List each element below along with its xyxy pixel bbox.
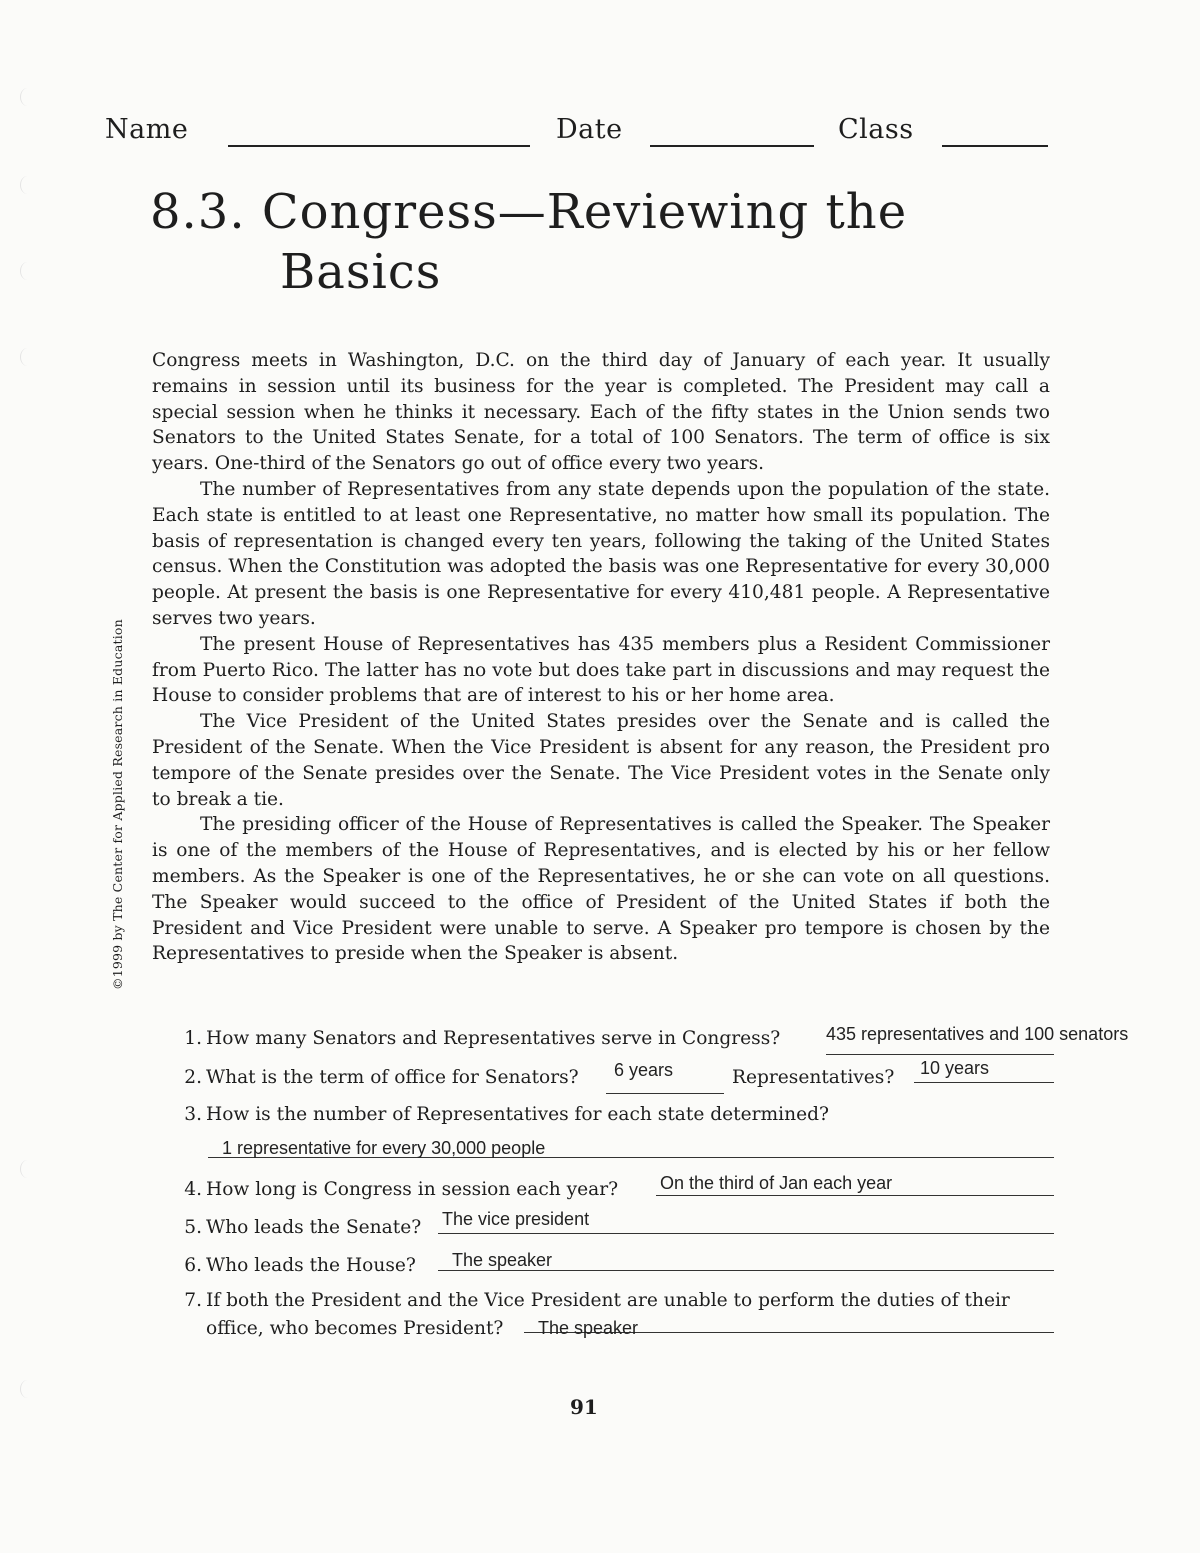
margin-mark — [20, 1380, 35, 1398]
page-number: 91 — [570, 1395, 598, 1419]
question-5 — [170, 1217, 421, 1238]
answer-6: The speaker — [452, 1250, 553, 1270]
margin-mark — [20, 176, 35, 194]
answer-5: The vice president — [442, 1209, 590, 1229]
question-number: 4. — [184, 1179, 202, 1200]
paragraph: Congress meets in Washington, D.C. on the third day of January of each year. It usually remains in session until its business for the year is completed. The President may call a special session when he thinks it necessary. Each of the fifty states in the Union sends two Senators to the United States Senate, for a total of 100 Senators. The term of office is six years. One-third of the Senators go out of office every two years. — [152, 350, 1050, 475]
margin-mark — [20, 88, 35, 106]
answer-2a-line[interactable] — [606, 1093, 724, 1094]
title-line-2: Basics — [280, 244, 442, 300]
date-field[interactable] — [650, 145, 814, 147]
question-text: Who leads the Senate? — [206, 1217, 422, 1238]
answer-7: The speaker — [538, 1318, 639, 1338]
copyright-credit: ©1999 by The Center for Applied Research in Education — [110, 619, 125, 990]
question-2 — [170, 1067, 579, 1088]
question-3 — [170, 1104, 829, 1125]
question-text: How long is Congress in session each year? — [206, 1179, 619, 1200]
reading-passage — [152, 348, 1050, 967]
question-2b-text: Representatives? — [732, 1067, 895, 1088]
class-field[interactable] — [942, 145, 1048, 147]
answer-2b: 10 years — [920, 1058, 990, 1078]
question-text: How is the number of Representatives for each state determined? — [206, 1104, 829, 1125]
name-label: Name — [105, 114, 189, 145]
answer-2a: 6 years — [614, 1060, 674, 1080]
answer-4-line[interactable] — [656, 1195, 1054, 1196]
answer-3: 1 representative for every 30,000 people — [222, 1138, 546, 1158]
question-7 — [170, 1290, 1010, 1311]
question-number: 1. — [184, 1028, 202, 1049]
question-7b-text: office, who becomes President? — [206, 1318, 504, 1339]
question-number: 7. — [184, 1290, 202, 1311]
paragraph: The present House of Representatives has 435 members plus a Resident Commissioner from Puerto Rico. The latter has no vote but does take part in discussions and may request the House to consider problems that are of interest to his or her home area. — [152, 633, 1050, 707]
date-label: Date — [556, 114, 623, 145]
question-number: 5. — [184, 1217, 202, 1238]
question-4 — [170, 1179, 618, 1200]
question-number: 2. — [184, 1067, 202, 1088]
page-title — [150, 182, 907, 302]
question-text: Who leads the House? — [206, 1255, 416, 1276]
answer-4: On the third of Jan each year — [660, 1173, 893, 1193]
answer-1-line[interactable] — [826, 1054, 1054, 1055]
header-row — [0, 112, 1200, 152]
margin-mark — [20, 262, 35, 280]
margin-mark — [20, 348, 35, 366]
paragraph: The presiding officer of the House of Representatives is called the Speaker. The Speaker is one of the members of the House of Representatives, and is elected by his or her fellow members. As the Speaker is one of the Representatives, he or she can vote on all questions. The Speaker would succeed to the office of President of the United States if both the President and Vice President were unable to serve. A Speaker pro tempore is chosen by the Representatives to preside when the Speaker is absent. — [152, 814, 1050, 965]
paragraph: The number of Representatives from any state depends upon the population of the state. Each state is entitled to at least one Representative, no matter how small its population. The basis of representation is changed every ten years, following the taking of the United States census. When the Constitution was adopted the basis was one Representative for every 30,000 people. At present the basis is one Representative for every 410,481 people. A Representative serves two years. — [152, 478, 1050, 629]
question-number: 6. — [184, 1255, 202, 1276]
answer-1: 435 representatives and 100 senators — [826, 1024, 1129, 1044]
question-6 — [170, 1255, 416, 1276]
question-number: 3. — [184, 1104, 202, 1125]
answer-2b-line[interactable] — [914, 1082, 1054, 1083]
answer-5-line[interactable] — [438, 1233, 1054, 1234]
question-text: If both the President and the Vice President are unable to perform the duties of their — [206, 1290, 1010, 1311]
class-label: Class — [838, 114, 914, 145]
question-text: How many Senators and Representatives serve in Congress? — [206, 1028, 781, 1049]
title-line-1: 8.3. Congress—Reviewing the — [150, 184, 908, 240]
question-1 — [170, 1028, 780, 1049]
paragraph: The Vice President of the United States presides over the Senate and is called the President of the Senate. When the Vice President is absent for any reason, the President pro tempore of the Senate presides over the Senate. The Vice President votes in the Senate only to break a tie. — [152, 711, 1050, 810]
margin-mark — [20, 1160, 35, 1178]
name-field[interactable] — [228, 145, 530, 147]
question-text: What is the term of office for Senators? — [206, 1067, 579, 1088]
